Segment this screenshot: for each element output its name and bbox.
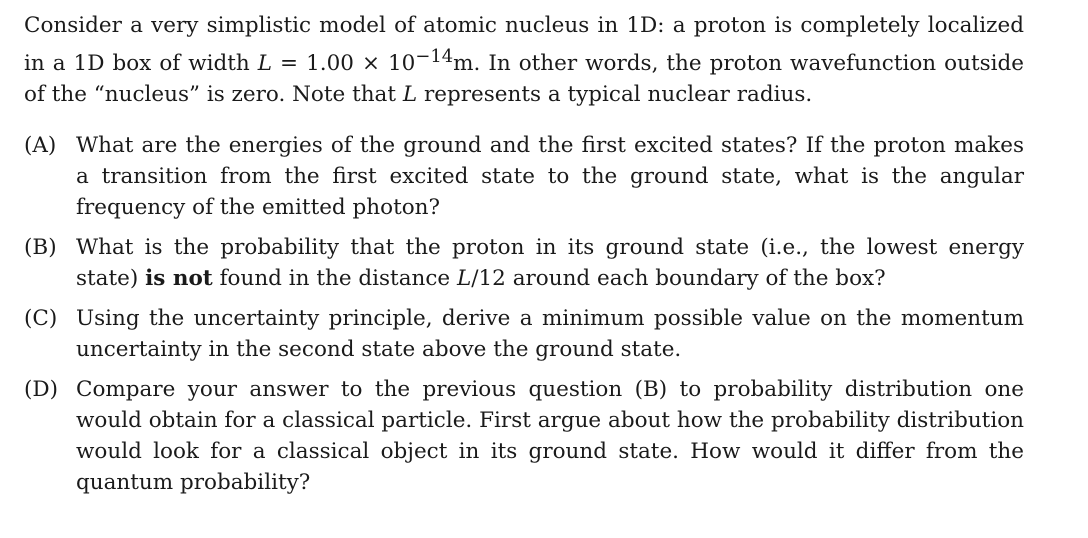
question-a-label: (A) [24,133,57,159]
intro-var-L: L [257,51,273,77]
question-b-text-3: around each boundary of the box? [505,266,886,292]
intro-var-L-2: L [402,82,418,108]
question-c [24,303,1024,365]
question-b-text-2: found in the distance [212,266,457,292]
question-c-text: Using the uncertainty principle, derive a minimum possible value on the momentum uncertainty in the second state above the ground state. [76,306,1024,363]
problem-page [24,10,1024,507]
intro-text-2: m. In other words, the proton wavefunction outside of the “nucleus” is zero. Note that [24,51,1024,108]
question-b-text-1: What is the probability that the proton in its ground state (i.e., the lowest energy state) [76,235,1024,292]
question-c-label: (C) [24,306,58,332]
intro-text-1: Consider a very simplistic model of atomic nucleus in 1D: a proton is completely localized in a 1D box of width [24,13,1024,77]
problem-intro [24,10,1024,110]
question-d [24,374,1024,498]
question-list [24,130,1024,498]
question-a [24,130,1024,223]
question-b-bold: is not [145,266,213,292]
question-d-text: Compare your answer to the previous question (B) to probability distribution one would obtain for a classical particle. First argue about how the probability distribution would look for a classical object in its ground state. How would it differ from the quantum probability? [76,377,1024,496]
question-d-label: (D) [24,377,59,403]
question-b [24,232,1024,294]
intro-equation: = 1.00 × 10 [272,51,416,77]
question-a-text: What are the energies of the ground and the first excited states? If the proton makes a transition from the first excited state to the ground state, what is the angular frequency of the emitted photon? [76,133,1024,221]
intro-text-3: represents a typical nuclear radius. [417,82,813,108]
intro-exponent: −14 [415,46,454,67]
question-b-var-L: L [456,266,472,292]
question-b-label: (B) [24,235,57,261]
question-b-fraction: /12 [471,266,506,292]
